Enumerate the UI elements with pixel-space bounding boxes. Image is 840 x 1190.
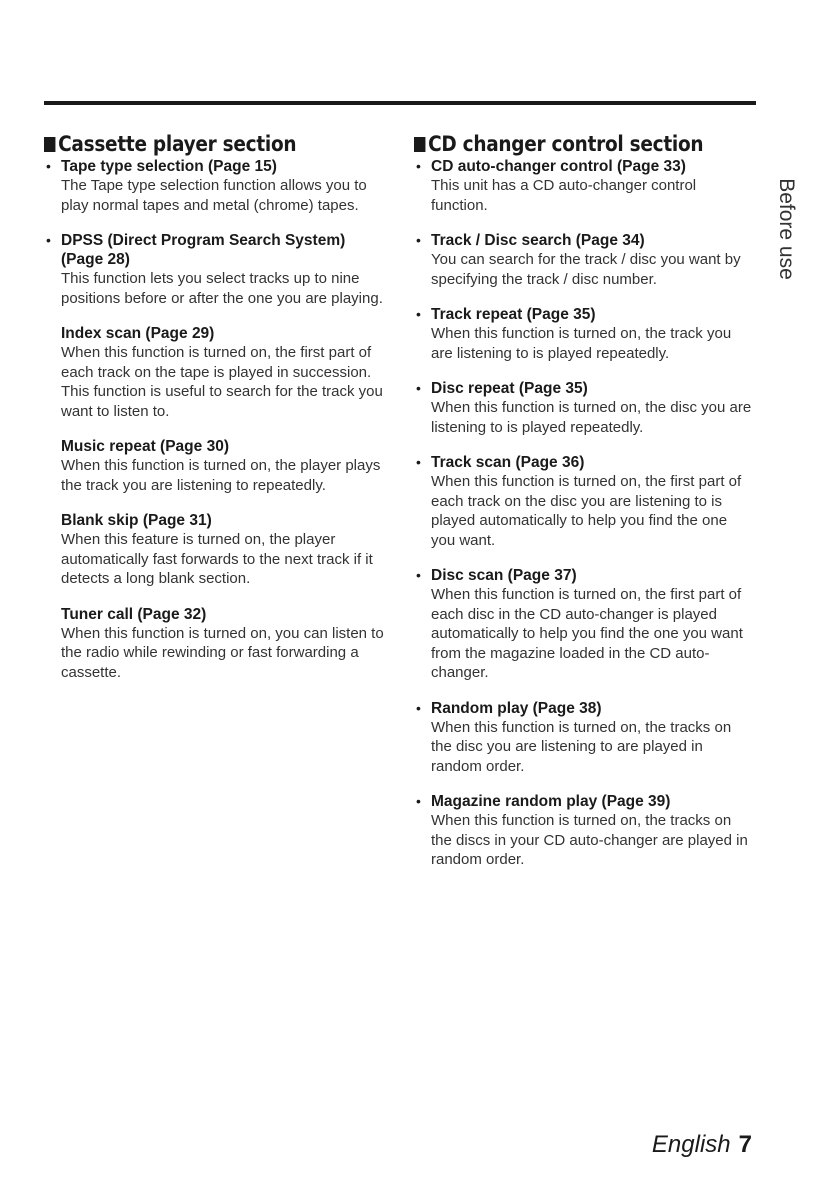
entry-body: When this function is turned on, the tracks on the disc you are listening to are played in random order. [431,718,732,775]
cd-changer-section [414,131,754,870]
page-number: 7 [738,1131,752,1158]
entry-body: When this function is turned on, the first part of each track on the disc you are listening to is played automatically to help you find the one you want. [431,473,742,549]
top-rule [44,101,756,105]
feature-entry [414,157,754,215]
feature-entry [44,157,389,215]
section-title: CD changer control section [414,131,713,157]
feature-entry [414,305,754,363]
bullet-icon: • [416,699,421,716]
entry-title: Blank skip (Page 31) [61,512,212,529]
entry-title: Disc scan (Page 37) [431,567,577,584]
entry-title: Magazine random play (Page 39) [431,793,671,810]
bullet-icon: • [416,380,421,396]
bullet-icon: • [416,567,421,583]
feature-entry [44,437,389,495]
entry-title: Disc repeat (Page 35) [431,380,588,397]
entry-body: When this function is turned on, the disc you are listening to is played repeatedly. [431,399,752,436]
entry-title: Track repeat (Page 35) [431,306,596,323]
feature-entry [44,605,389,683]
feature-entry [414,792,754,870]
side-tab [775,165,797,295]
feature-entry [44,231,389,308]
square-bullet-icon [44,137,55,152]
bullet-icon: • [416,232,421,248]
side-tab-label: Before use [775,178,798,280]
entry-body: When this function is turned on, the first part of each disc in the CD auto-changer is played automatically to help you find the one you want from the magazine loaded in the CD auto-changer. [431,586,743,681]
entry-title: Track scan (Page 36) [431,454,585,471]
feature-entry [414,231,754,289]
feature-entry [414,699,754,777]
entry-body: When this function is turned on, you can listen to the radio while rewinding or fast forwarding a cassette. [61,624,384,681]
entry-body: This unit has a CD auto-changer control function. [431,177,697,214]
feature-entry [44,324,389,421]
entry-body: You can search for the track / disc you want by specifying the track / disc number. [431,251,741,288]
entry-body: When this feature is turned on, the player automatically fast forwards to the next track if it detects a long blank section. [61,531,373,587]
bullet-icon: • [416,158,421,174]
entry-title: Music repeat (Page 30) [61,438,229,455]
entry-title: Random play (Page 38) [431,699,602,717]
cd-changer-entries [414,157,754,870]
entry-title: Tuner call (Page 32) [61,605,207,623]
entry-body: When this function is turned on, the first part of each track on the tape is played in succession. This function is useful to search for the track you want to listen to. [61,344,383,420]
entry-body: When this function is turned on, the player plays the track you are listening to repeatedly. [61,457,381,494]
entry-title: Track / Disc search (Page 34) [431,232,645,249]
bullet-icon: • [46,232,51,248]
entry-body: The Tape type selection function allows you to play normal tapes and metal (chrome) tapes. [61,177,367,214]
feature-entry [414,453,754,550]
feature-entry [44,511,389,589]
feature-entry [414,566,754,683]
square-bullet-icon [414,137,425,152]
cassette-section [44,131,389,682]
entry-body: When this function is turned on, the track you are listening to is played repeatedly. [431,325,732,362]
page-footer [652,1130,752,1160]
footer-language: English [651,1131,731,1158]
entry-body: When this function is turned on, the tracks on the discs in your CD auto-changer are played in random order. [431,812,748,868]
feature-entry [414,379,754,437]
section-title: Cassette player section [44,131,348,157]
bullet-icon: • [416,306,421,322]
bullet-icon: • [416,454,421,470]
cassette-entries [44,157,389,682]
bullet-icon: • [416,793,421,809]
bullet-icon: • [46,158,51,174]
entry-title: Index scan (Page 29) [61,325,215,342]
entry-title: CD auto-changer control (Page 33) [431,158,686,175]
entry-body: This function lets you select tracks up to nine positions before or after the one you are playing. [61,270,383,307]
entry-title: DPSS (Direct Program Search System) (Page 28) [61,232,346,268]
entry-title: Tape type selection (Page 15) [61,158,277,175]
